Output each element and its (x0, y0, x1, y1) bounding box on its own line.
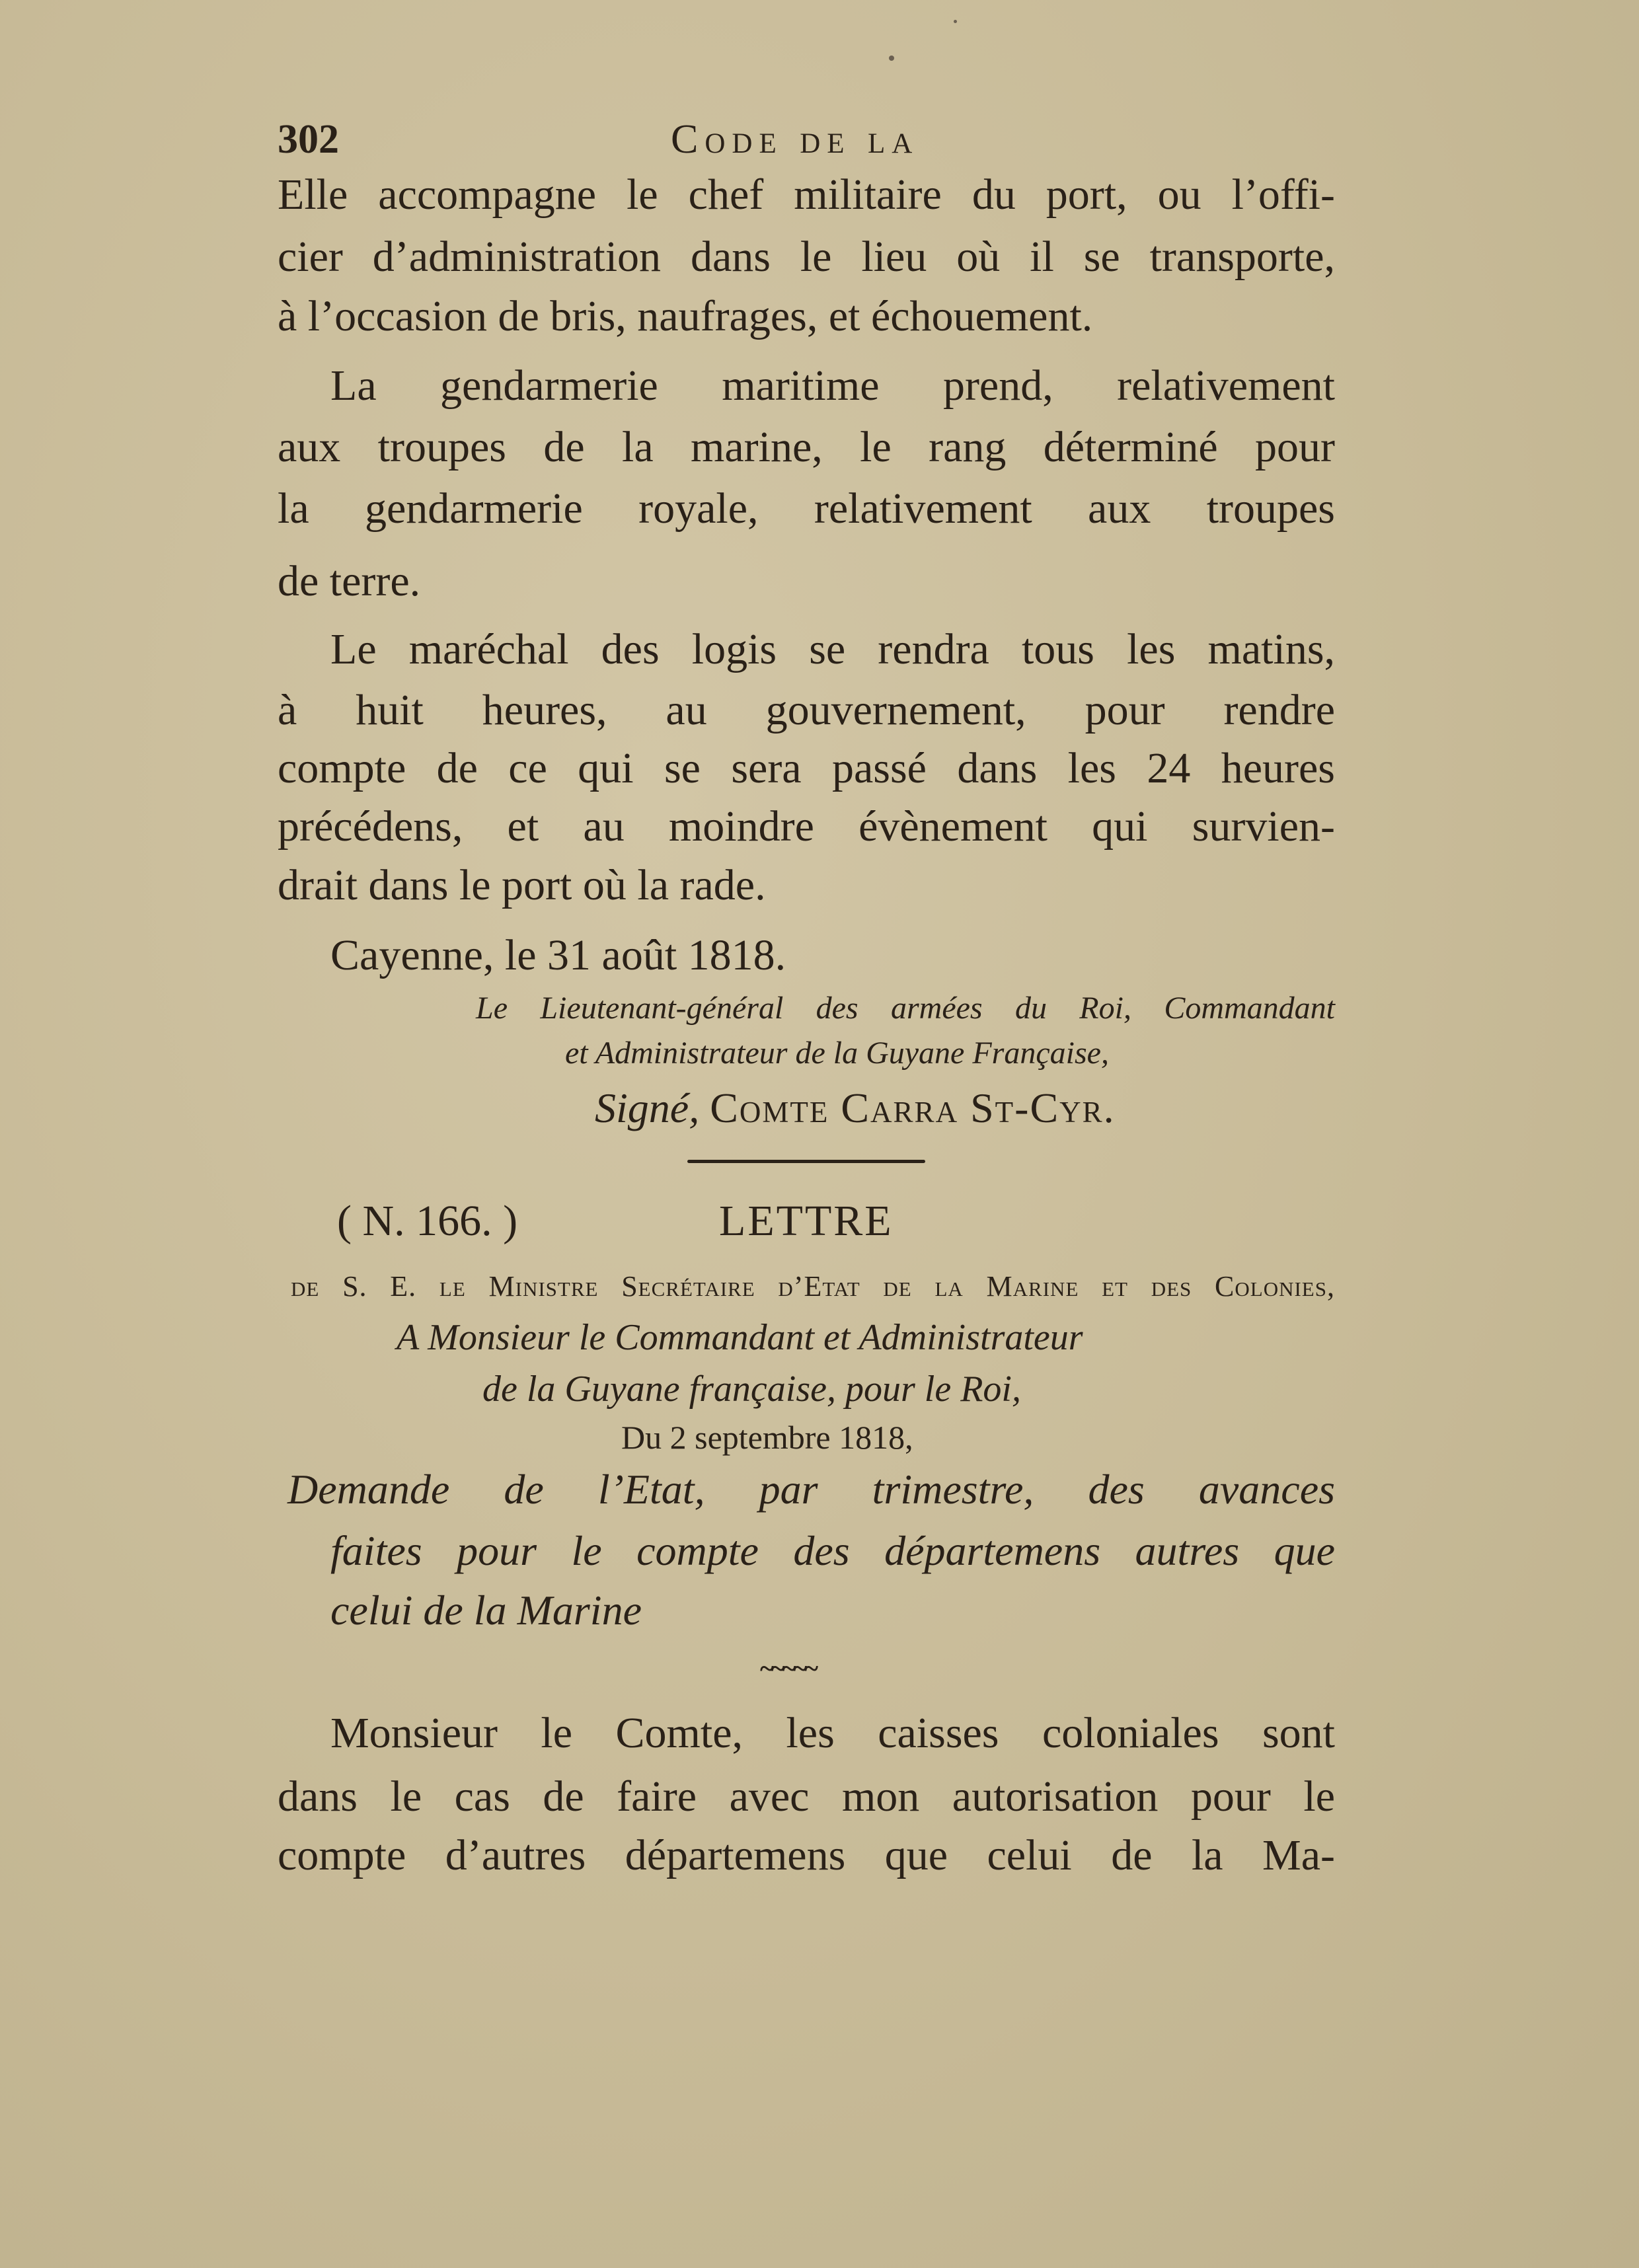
dateline: Cayenne, le 31 août 1818. (330, 931, 786, 979)
signature-title-2: et Administrateur de la Guyane Française, (565, 1036, 1109, 1071)
para3-line-1: Le maréchal des logis se rendra tous les matins, (330, 625, 1335, 673)
letter-body-line-2: dans le cas de faire avec mon autorisation pour le (278, 1772, 1335, 1821)
section-divider (687, 1160, 925, 1163)
letter-body-line-1: Monsieur le Comte, les caisses coloniales sont (330, 1709, 1335, 1757)
signature-block (595, 1084, 1116, 1131)
paper-speck (889, 56, 894, 61)
para2-line-1: La gendarmerie maritime prend, relativement (330, 361, 1335, 410)
running-title: Code de la (671, 117, 919, 162)
page-number: 302 (278, 117, 339, 162)
ornament-divider: ~~~~~ (760, 1653, 816, 1683)
para3-line-5: drait dans le port où la rade. (278, 861, 766, 909)
signatory-name: Comte Carra St-Cyr. (710, 1084, 1116, 1131)
signature-title-1: Le Lieutenant-général des armées du Roi, Commandant (476, 991, 1335, 1026)
letter-date: Du 2 septembre 1818, (621, 1419, 913, 1456)
para2-line-2: aux troupes de la marine, le rang déterminé pour (278, 423, 1335, 471)
para1-line-1: Elle accompagne le chef militaire du port, ou l’offi- (278, 170, 1335, 219)
letter-title: LETTRE (719, 1197, 894, 1245)
para1-line-2: cier d’administration dans le lieu où il se transporte, (278, 233, 1335, 281)
subject-line-2: faites pour le compte des départemens autres que (330, 1527, 1335, 1574)
para3-line-3: compte de ce qui se sera passé dans les 24 heures (278, 744, 1335, 792)
letter-number: ( N. 166. ) (337, 1197, 518, 1245)
para1-line-3: à l’occasion de bris, naufrages, et échouement. (278, 292, 1093, 340)
letter-from: de S. E. le Ministre Secrétaire d’Etat de la Marine et des Colonies, (291, 1270, 1335, 1303)
signed-label: Signé, (595, 1084, 700, 1131)
letter-to-line-1: A Monsieur le Commandant et Administrateur (397, 1317, 1083, 1358)
subject-line-3: celui de la Marine (330, 1587, 642, 1634)
letter-body-line-3: compte d’autres départemens que celui de la Ma- (278, 1831, 1335, 1879)
para2-line-4: de terre. (278, 557, 421, 605)
para3-line-2: à huit heures, au gouvernement, pour rendre (278, 686, 1335, 734)
para3-line-4: précédens, et au moindre évènement qui survien- (278, 802, 1335, 850)
subject-line-1: Demande de l’Etat, par trimestre, des avances (287, 1466, 1335, 1513)
letter-to-line-2: de la Guyane française, pour le Roi, (482, 1369, 1021, 1410)
paper-speck (954, 20, 957, 23)
para2-line-3: la gendarmerie royale, relativement aux troupes (278, 484, 1335, 533)
